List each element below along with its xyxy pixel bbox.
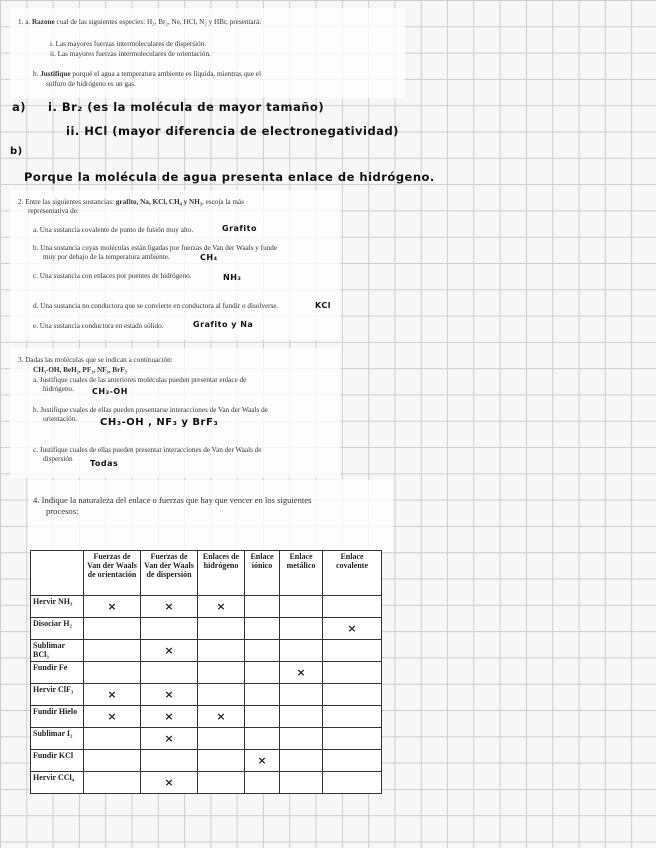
header-metallic-bond: Enlace metálico xyxy=(280,551,323,596)
table-cell-mark xyxy=(245,684,280,706)
table-cell-mark: × xyxy=(323,618,382,640)
table-cell-mark xyxy=(280,618,323,640)
q2-statement: 2. Entre las siguientes sustancias: grafito, Na, KCl, CH₄ y NH₃, escoja la más xyxy=(18,198,244,206)
table-row xyxy=(31,750,382,772)
table-cell-mark: × xyxy=(141,596,198,618)
table-cell-mark xyxy=(323,728,382,750)
answer-2b: CH₄ xyxy=(200,253,218,262)
table-row xyxy=(31,596,382,618)
q1-item-i: i. Las mayores fuerzas intermoleculares de dispersión. xyxy=(50,40,207,48)
table-cell-mark xyxy=(198,662,245,684)
table-cell-mark xyxy=(198,750,245,772)
table-cell-mark xyxy=(280,750,323,772)
q1-part-b-line2: sulfuro de hidrógeno es un gas. xyxy=(46,80,136,88)
table-row xyxy=(31,706,382,728)
header-ionic-bond: Enlace iónico xyxy=(245,551,280,596)
table-cell-mark xyxy=(245,728,280,750)
q2-item-b-line2: muy por debajo de la temperatura ambiente. xyxy=(43,253,170,261)
table-cell-mark: × xyxy=(198,596,245,618)
table-cell-mark xyxy=(141,618,198,640)
table-cell-mark xyxy=(198,618,245,640)
row-label-sublimar-i2: Sublimar I₂ xyxy=(31,728,84,750)
table-cell-mark: × xyxy=(141,640,198,662)
row-label-hervir-clf3: Hervir ClF₃ xyxy=(31,684,84,706)
row-label-sublimar-bcl3: Sublimar BCl₃ xyxy=(31,640,84,662)
row-label-hervir-nh3: Hervir NH₃ xyxy=(31,596,84,618)
q3-statement: 3. Dadas las moléculas que se indican a continuación: xyxy=(18,356,173,364)
header-vdw-orientation: Fuerzas de Van der Waals de orientación xyxy=(84,551,141,596)
header-covalent-bond: Enlace covalente xyxy=(323,551,382,596)
header-vdw-dispersion: Fuerzas de Van der Waals de dispersión xyxy=(141,551,198,596)
answer-1a-i: i. Br₂ (es la molécula de mayor tamaño) xyxy=(48,100,325,114)
answer-1a-ii: ii. HCl (mayor diferencia de electronegatividad) xyxy=(66,124,399,138)
q3-item-b-line2: orientación. xyxy=(43,415,78,423)
table-cell-mark xyxy=(323,640,382,662)
table-cell-mark: × xyxy=(84,684,141,706)
table-cell-mark xyxy=(198,772,245,794)
q3-item-a: a. Justifique cuales de las anteriores moléculas pueden presentar enlace de xyxy=(33,376,247,384)
table-cell-mark xyxy=(141,662,198,684)
table-cell-mark xyxy=(245,772,280,794)
q3-item-c-line2: dispersión xyxy=(43,455,73,463)
table-cell-mark: × xyxy=(84,706,141,728)
table-cell-mark xyxy=(84,640,141,662)
table-cell-mark xyxy=(245,662,280,684)
table-cell-mark xyxy=(245,706,280,728)
q1-item-ii: ii. Las mayores fuerzas intermoleculares de orientación. xyxy=(50,50,211,58)
table-corner xyxy=(31,551,84,596)
table-cell-mark xyxy=(280,706,323,728)
table-cell-mark xyxy=(280,772,323,794)
table-cell-mark xyxy=(84,618,141,640)
table-cell-mark: × xyxy=(141,706,198,728)
table-cell-mark xyxy=(323,596,382,618)
table-cell-mark xyxy=(323,662,382,684)
answer-3c: Todas xyxy=(90,459,119,468)
table-cell-mark xyxy=(245,596,280,618)
table-cell-mark: × xyxy=(141,684,198,706)
row-label-disociar-h2: Disociar H₂ xyxy=(31,618,84,640)
table-cell-mark: × xyxy=(141,772,198,794)
table-row xyxy=(31,684,382,706)
table-cell-mark xyxy=(280,728,323,750)
row-label-hervir-ccl4: Hervir CCl₄ xyxy=(31,772,84,794)
answer-3a: CH₃-OH xyxy=(92,387,128,396)
q2-item-a: a. Una sustancia covalente de punto de fusión muy alto. xyxy=(33,226,194,234)
answer-2a: Grafito xyxy=(222,224,257,233)
table-cell-mark xyxy=(198,728,245,750)
table-cell-mark xyxy=(84,662,141,684)
table-cell-mark xyxy=(198,640,245,662)
q1-part-b: b. Justifique porqué el agua a temperatura ambiente es líquida, mientras que el xyxy=(33,70,261,78)
table-cell-mark xyxy=(84,728,141,750)
table-cell-mark xyxy=(323,684,382,706)
answer-2e: Grafito y Na xyxy=(193,320,254,329)
table-cell-mark xyxy=(141,750,198,772)
q2-item-c: c. Una sustancia con enlaces por puentes de hidrógeno. xyxy=(33,272,192,280)
table-cell-mark: × xyxy=(84,596,141,618)
q3-item-b: b. Justifique cuales de ellas pueden presentarse interacciones de Van der Waals de xyxy=(33,406,268,414)
header-hydrogen-bond: Enlaces de hidrógeno xyxy=(198,551,245,596)
table-row xyxy=(31,618,382,640)
table-cell-mark xyxy=(280,596,323,618)
paper-question-4 xyxy=(28,480,393,552)
table-header-row xyxy=(31,551,382,596)
answer-2d: KCl xyxy=(315,301,331,310)
row-label-fundir-fe: Fundir Fe xyxy=(31,662,84,684)
table-cell-mark xyxy=(84,750,141,772)
q2-item-d: d. Una sustancia no conductora que se convierte en conductora al fundir o disolverse. xyxy=(33,302,279,310)
q1-statement: 1. a. Razone cual de las siguientes especies: H₂, Br₂, Ne, HCl, N₂ y HBr, presentará: xyxy=(18,18,262,26)
row-label-fundir-hielo: Fundir Hielo xyxy=(31,706,84,728)
table-cell-mark xyxy=(245,640,280,662)
q3-molecules: CH₃-OH, BeH₂, PF₃, NF₃, BrF₃ xyxy=(33,366,127,374)
table-cell-mark: × xyxy=(280,662,323,684)
table-row xyxy=(31,662,382,684)
process-table xyxy=(30,550,382,794)
answer-1b: Porque la molécula de agua presenta enlace de hidrógeno. xyxy=(24,170,435,184)
table-row xyxy=(31,728,382,750)
q3-item-c: c. Justifique cuales de ellas pueden presentar interacciones de Van der Waals de xyxy=(33,446,262,454)
table-cell-mark xyxy=(323,750,382,772)
q4-statement-line2: procesos: xyxy=(46,506,79,516)
table-cell-mark xyxy=(245,618,280,640)
answer-3b: CH₃-OH , NF₃ y BrF₃ xyxy=(100,417,219,428)
table-cell-mark xyxy=(280,684,323,706)
answer-1b-label: b) xyxy=(10,146,23,157)
table-cell-mark xyxy=(84,772,141,794)
table-row xyxy=(31,772,382,794)
table-cell-mark xyxy=(198,684,245,706)
q2-statement-line2: representativa de: xyxy=(28,207,79,215)
table-cell-mark xyxy=(323,706,382,728)
row-label-fundir-kcl: Fundir KCl xyxy=(31,750,84,772)
q3-item-a-line2: hidrógeno. xyxy=(43,385,74,393)
answer-2c: NH₃ xyxy=(223,273,242,282)
table-cell-mark xyxy=(323,772,382,794)
q2-item-e: e. Una sustancia conductora en estado sólido. xyxy=(33,322,164,330)
table-cell-mark: × xyxy=(245,750,280,772)
table-row xyxy=(31,640,382,662)
table-cell-mark xyxy=(280,640,323,662)
answer-1a-label: a) xyxy=(12,100,27,114)
table-cell-mark: × xyxy=(198,706,245,728)
q4-statement: 4. Indique la naturaleza del enlace o fuerzas que hay que vencer en los siguientes xyxy=(33,495,312,505)
table-cell-mark: × xyxy=(141,728,198,750)
q2-item-b: b. Una sustancia cuyas moléculas están ligadas por fuerzas de Van der Waals y funde xyxy=(33,244,278,252)
